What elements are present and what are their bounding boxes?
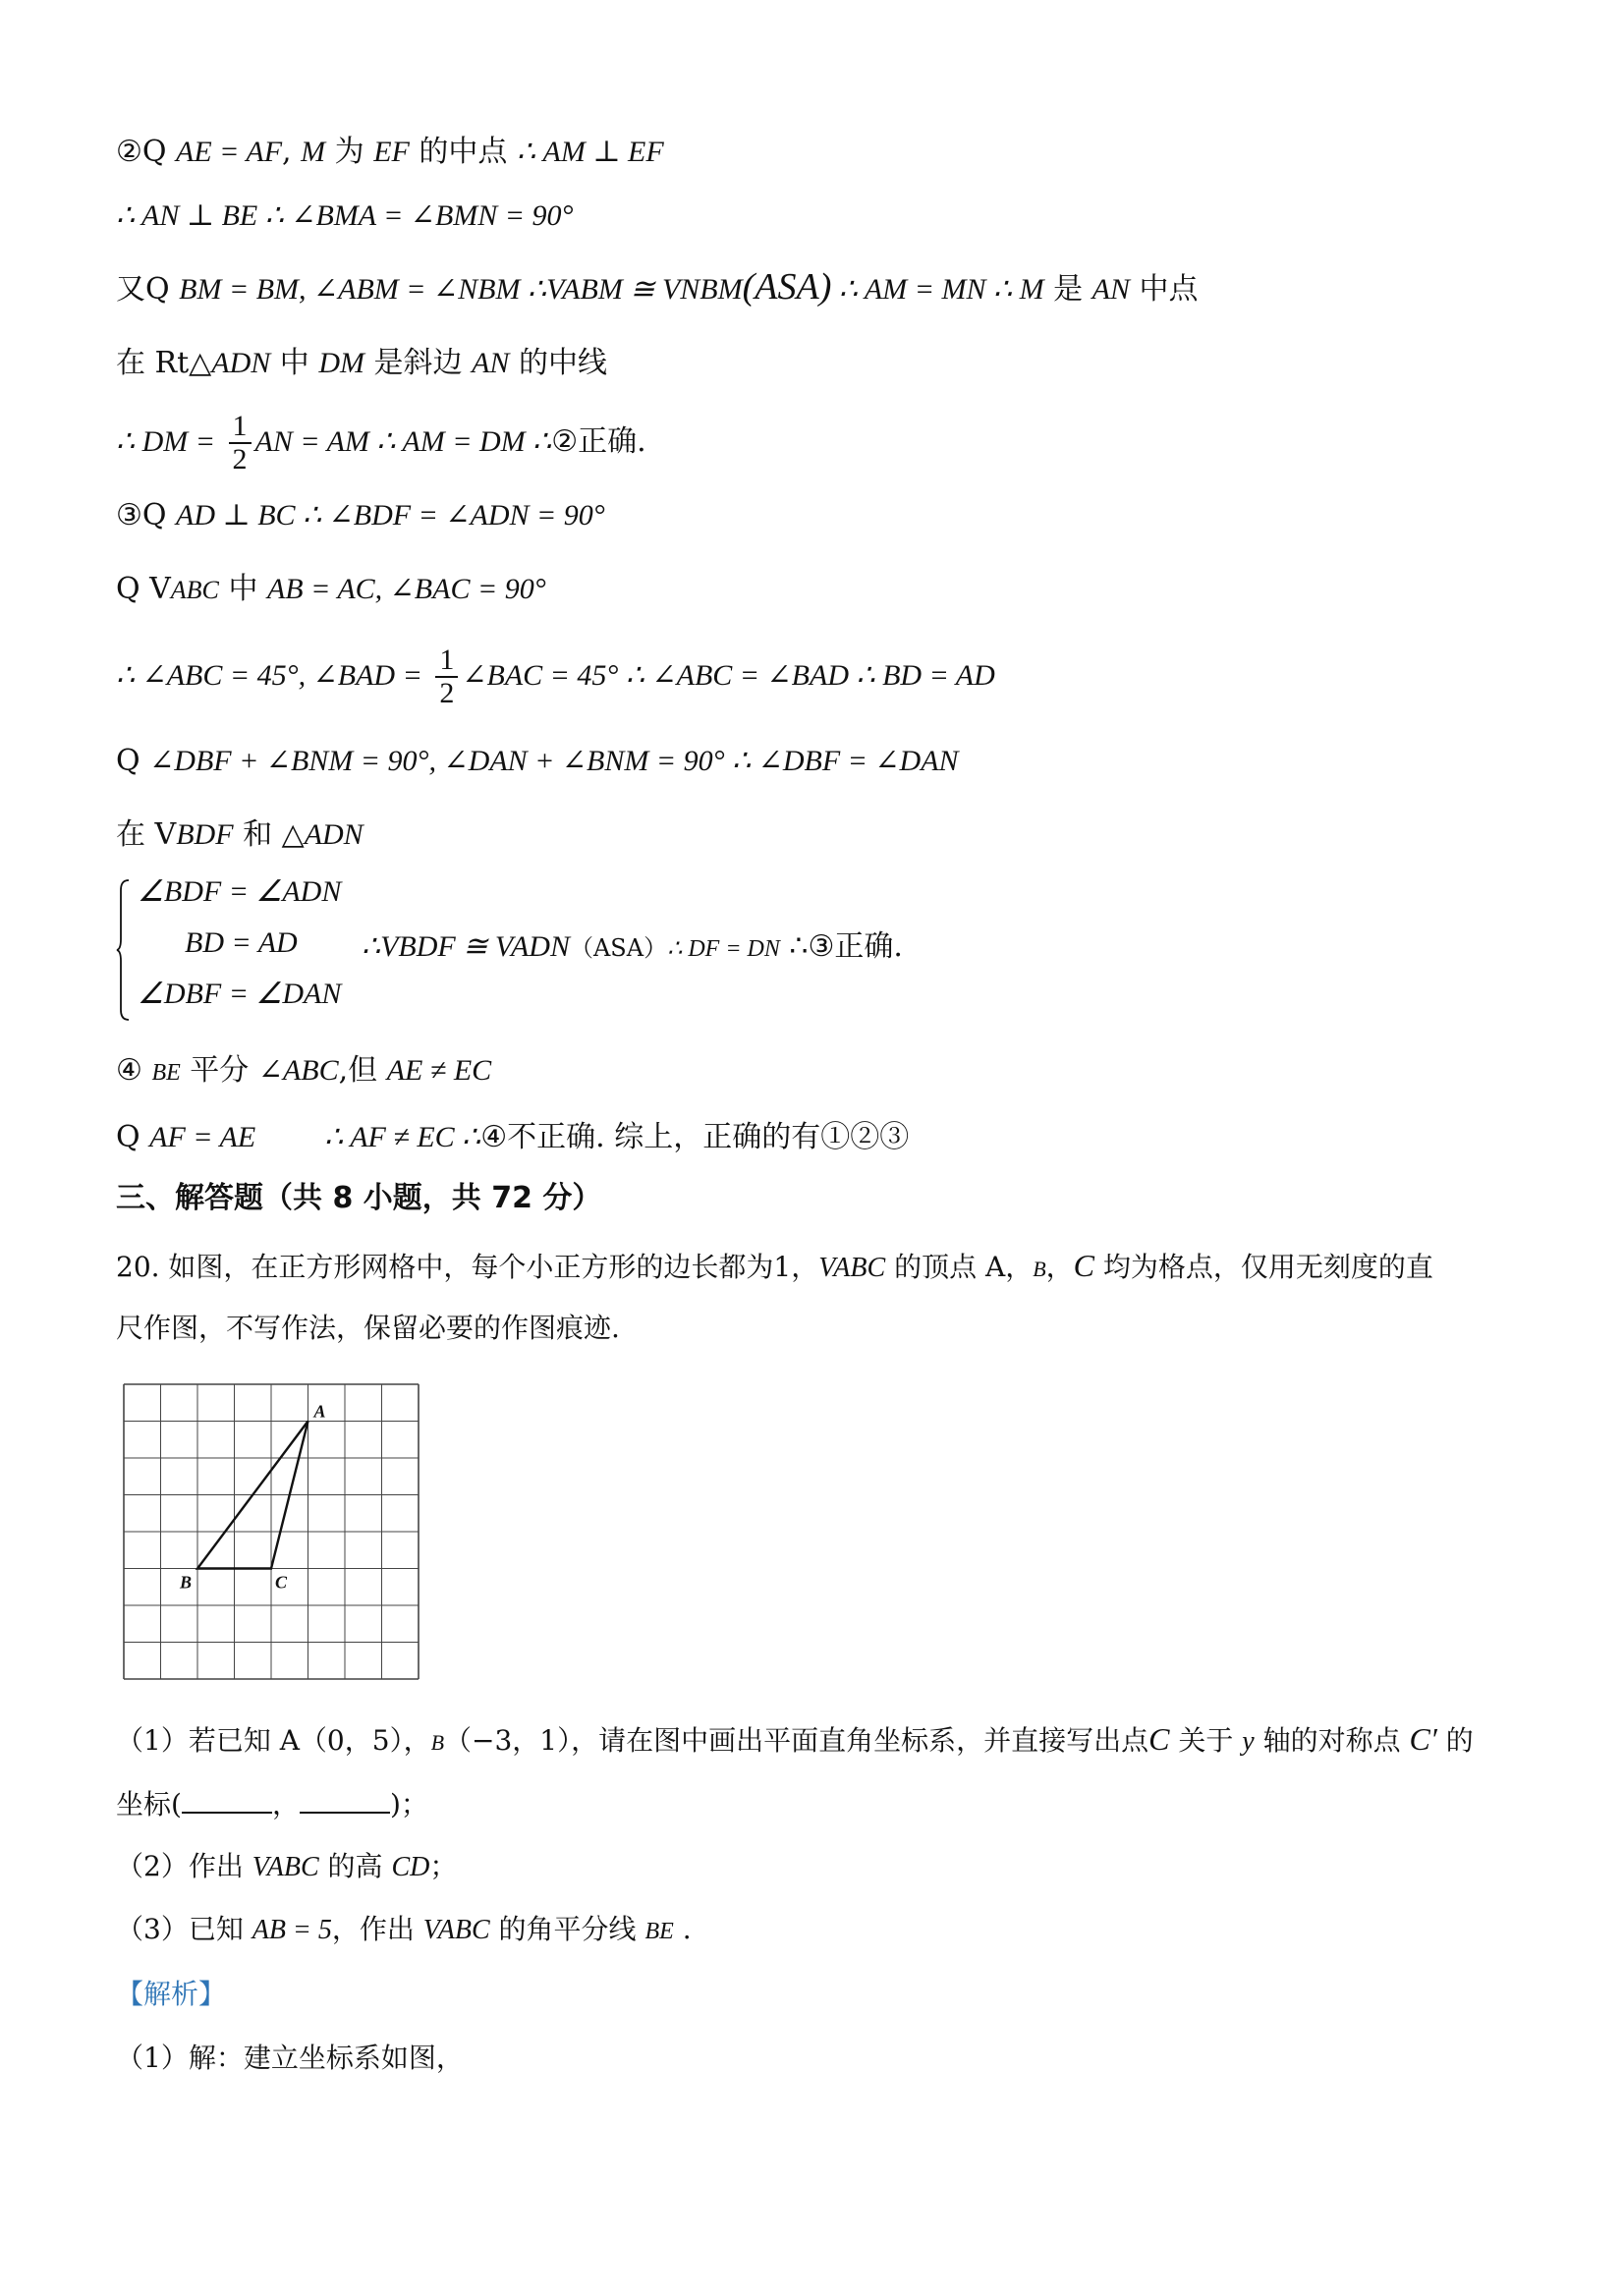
text-segment: 平分 (180, 1053, 258, 1088)
text-segment: ， (271, 1788, 300, 1820)
text-segment: ,但 (338, 1053, 387, 1088)
math-segment: ∴ ∠ABC = 45°, ∠BAD = (116, 659, 422, 692)
text-segment: 的中点 (409, 135, 517, 169)
solution-line-3-start (116, 496, 605, 535)
fraction-numerator: 1 (229, 411, 252, 444)
solution-line-dbf (116, 742, 959, 781)
math-segment: M (301, 136, 326, 168)
math-segment: ∴ DF = DN (667, 936, 780, 962)
text-segment: . (673, 1913, 692, 1945)
math-segment: ∴ AM = MN ∴ (831, 273, 1020, 306)
vertex-label-a: A (313, 1401, 326, 1422)
text-segment: （2）作出 (116, 1850, 252, 1882)
text-segment: 的 (1436, 1724, 1474, 1757)
text-segment: Q (116, 1120, 150, 1154)
text-segment: ，作出 (331, 1913, 423, 1945)
question-20-line-2: 尺作图，不写作法，保留必要的作图痕迹. (116, 1312, 620, 1344)
question-20-line-1 (116, 1246, 1433, 1289)
text-segment: ④ (116, 1053, 152, 1088)
text-segment: 的角平分线 (489, 1913, 645, 1945)
text-segment: 中 (270, 346, 319, 380)
analysis-heading: 【解析】 (116, 1978, 227, 2010)
part-3 (116, 1910, 692, 1951)
answer-blank-x[interactable] (182, 1784, 272, 1814)
text-segment: （−3，1），请在图中画出平面直角坐标系，并直接写出点 (444, 1724, 1149, 1757)
grid-figure (120, 1380, 424, 1685)
math-segment: y (1242, 1726, 1255, 1757)
part-1-line-2 (116, 1784, 428, 1824)
solution-line-45 (116, 637, 995, 715)
math-segment: ABC (170, 576, 219, 604)
math-segment: B (430, 1730, 445, 1755)
math-segment: ∠BAC = 45° ∴ ∠ABC = ∠BAD ∴ BD = AD (462, 659, 995, 692)
math-segment: AE ≠ EC (386, 1054, 492, 1087)
math-segment: ∴ AF ≠ EC ∴ (324, 1121, 481, 1153)
solution-line-3 (116, 267, 1199, 309)
math-segment: AE = AF (176, 136, 283, 168)
fraction-numerator: 1 (435, 644, 458, 678)
text-segment: 中点 (1129, 272, 1199, 307)
part-1-line-1 (116, 1719, 1474, 1763)
solution-line-4 (116, 344, 607, 383)
fraction-half (435, 644, 458, 709)
text-segment: 坐标( (116, 1788, 182, 1820)
math-segment: ADN (304, 818, 364, 851)
math-segment: BE (151, 1060, 181, 1086)
math-segment: C′ (1409, 1721, 1437, 1757)
fraction-denominator: 2 (232, 443, 248, 476)
solution-line-4-start (116, 1051, 491, 1092)
dm-line (116, 403, 646, 481)
system-row-1: ∠BDF = ∠ADN (138, 875, 342, 908)
answer-1: （1）解：建立坐标系如图， (116, 2042, 464, 2074)
math-segment: EF (373, 136, 410, 168)
text-segment: ； (429, 1850, 458, 1882)
text-segment: 在 Rt△ (116, 346, 212, 380)
text-segment: 均为格点，仅用无刻度的直 (1094, 1251, 1433, 1283)
text-segment: 轴的对称点 (1254, 1724, 1410, 1757)
text-segment: 的顶点 A， (885, 1251, 1034, 1283)
square-grid (120, 1380, 424, 1685)
fraction-denominator: 2 (439, 677, 455, 709)
solution-line-abc (116, 570, 546, 610)
text-segment: ②Q (116, 135, 177, 169)
text-segment: （ASA） (569, 934, 668, 962)
text-segment: （3）已知 (116, 1913, 252, 1945)
math-segment: AN = AM ∴ AM = DM ∴ (254, 425, 552, 458)
math-segment: C (1148, 1721, 1170, 1757)
math-segment: BE (644, 1919, 674, 1944)
math-segment: VABC (252, 1852, 319, 1882)
math-segment: B (1033, 1257, 1046, 1281)
text-segment: 的高 (318, 1850, 392, 1882)
system-result (362, 927, 903, 969)
text-segment: ②正确. (551, 424, 646, 459)
math-segment: (ASA) (742, 266, 832, 308)
text-segment: Q V (116, 572, 171, 606)
fraction-half (229, 411, 252, 476)
solution-line-bdf-adn (116, 815, 364, 855)
math-segment: AN (1091, 273, 1130, 306)
math-segment: ∴VBDF ≅ VADN (362, 930, 570, 963)
section-title: 三、解答题（共 8 小题，共 72 分） (116, 1181, 602, 1215)
math-segment: ∴ DM = (116, 425, 215, 458)
text-segment: 关于 (1169, 1724, 1243, 1757)
answer-blank-y[interactable] (300, 1784, 390, 1814)
left-brace-icon (116, 878, 130, 1022)
math-segment: M (1019, 273, 1044, 306)
text-segment: 又Q (116, 272, 180, 307)
math-segment: ∠ABC (257, 1054, 339, 1087)
solution-line-2 (116, 196, 574, 236)
vertex-label-b: B (180, 1572, 193, 1593)
math-segment: VABC (818, 1253, 886, 1283)
system-row-2: BD = AD (185, 926, 298, 959)
vertex-label-c: C (275, 1572, 288, 1593)
text-segment: 中 (218, 572, 267, 606)
solution-line-1 (116, 133, 664, 172)
equation-system (116, 872, 1098, 1030)
math-segment: C (1073, 1248, 1095, 1283)
text-segment: （1）若已知 A（0，5）， (116, 1724, 431, 1757)
text-segment: Q (116, 744, 150, 778)
math-segment: ∴ AM ⊥ EF (516, 136, 664, 168)
math-segment: DM (318, 347, 364, 379)
math-segment: BDF (176, 818, 234, 851)
math-segment: BM = BM, ∠ABM = ∠NBM ∴VABM ≅ VNBM (179, 273, 743, 306)
math-segment: AN (472, 347, 510, 379)
text-segment: 为 (325, 135, 374, 169)
text-segment: 是斜边 (364, 346, 473, 380)
math-segment: VABC (422, 1915, 490, 1945)
math-segment: AB = AC, ∠BAC = 90° (266, 573, 546, 605)
text-segment: 和 △ (233, 817, 305, 852)
math-segment: AD ⊥ BC ∴ ∠BDF = ∠ADN = 90° (176, 499, 605, 532)
text-segment: ④不正确. 综上，正确的有①②③ (480, 1120, 910, 1154)
text-segment: , (282, 135, 302, 169)
part-2 (116, 1847, 457, 1887)
text-segment: ③Q (116, 498, 177, 532)
system-row-3: ∠DBF = ∠DAN (138, 978, 342, 1010)
text-segment: ， (1045, 1251, 1074, 1283)
text-segment: 20. 如图，在正方形网格中，每个小正方形的边长都为1， (116, 1251, 819, 1283)
text-segment: 在 V (116, 817, 177, 852)
text-segment: 的中线 (509, 346, 607, 380)
math-segment: ADN (211, 347, 271, 379)
math-segment: AF = AE (149, 1121, 256, 1153)
text-segment: )； (389, 1788, 428, 1820)
text-segment: 是 (1043, 272, 1092, 307)
text-segment: ∴③正确. (779, 929, 903, 964)
math-segment: CD (391, 1852, 430, 1882)
math-segment: AB = 5 (252, 1915, 332, 1945)
math-segment: ∴ AN ⊥ BE ∴ ∠BMA = ∠BMN = 90° (116, 199, 574, 232)
math-segment: ∠DBF + ∠BNM = 90°, ∠DAN + ∠BNM = 90° ∴ ∠DBF = ∠DAN (149, 745, 959, 777)
solution-line-conclusion (116, 1118, 909, 1157)
